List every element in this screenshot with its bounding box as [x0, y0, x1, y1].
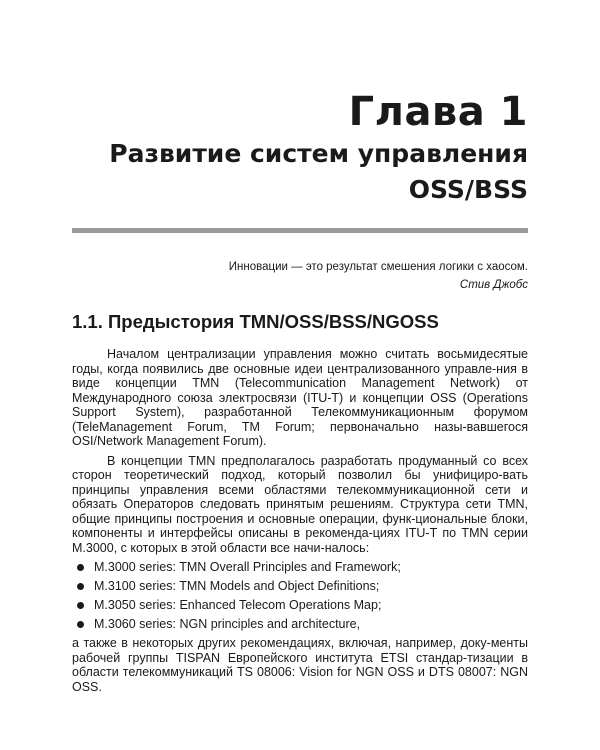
section-heading: 1.1. Предыстория TMN/OSS/BSS/NGOSS	[72, 311, 439, 332]
list-item-text: M.3000 series: TMN Overall Principles and Framework;	[94, 560, 401, 574]
bullet-icon	[77, 602, 84, 609]
chapter-title-line-1: Развитие систем управления	[109, 139, 528, 168]
list-item	[72, 617, 528, 632]
epigraph-quote: Инновации — это результат смешения логики с хаосом.	[228, 261, 528, 273]
list-item	[72, 579, 528, 594]
bullet-icon	[77, 621, 84, 628]
chapter-title-line-2: OSS/BSS	[408, 175, 528, 204]
paragraph-2: В концепции TMN предполагалось разработать продуманный со всех сторон теоретический подход, который позволил бы унифициро-вать принципы управления всеми областями телекоммуникационной сети и обязать Операторов следовать принятым решениям. Структура сети TMN, общие принципы построения и основные операции, функ-циональные блоки, компоненты и интерфейсы описаны в рекоменда-циях ITU-T по TMN серии M.3000, с которых в этой области все начи-налось:	[72, 453, 528, 555]
body-text	[72, 347, 528, 699]
bullet-icon	[77, 583, 84, 590]
chapter-heading	[109, 88, 528, 208]
chapter-divider	[72, 228, 528, 233]
chapter-number: Глава 1	[348, 89, 528, 135]
list-item-text: M.3050 series: Enhanced Telecom Operations Map;	[94, 598, 382, 612]
list-item-text: M.3100 series: TMN Models and Object Definitions;	[94, 579, 380, 593]
list-item	[72, 560, 528, 575]
paragraph-1: Началом централизации управления можно считать восьмидесятые годы, когда появились две основные идеи централизованного управле-ния в виде концепции TMN (Telecommunication Management Network) от Международного союза электросвязи (ITU-T) и концепции OSS (Operations Support System), разработанной Телекоммуникационным форумом (TeleManagement Forum, TM Forum; первоначально назы-вавшегося OSI/Network Management Forum).	[72, 347, 528, 448]
list-item	[72, 598, 528, 613]
epigraph-author: Стив Джобс	[459, 279, 528, 291]
recommendation-list	[72, 560, 528, 632]
epigraph	[229, 258, 528, 294]
bullet-icon	[77, 564, 84, 571]
list-item-text: M.3060 series: NGN principles and architecture,	[94, 617, 361, 631]
closing-paragraph: а также в некоторых других рекомендациях, включая, например, доку-менты рабочей группы TISPAN Европейского института ETSI стандар-тизации в области телекоммуникаций TS 08006: Vision for NGN OSS и DTS 08007: NGN OSS.	[72, 636, 528, 694]
